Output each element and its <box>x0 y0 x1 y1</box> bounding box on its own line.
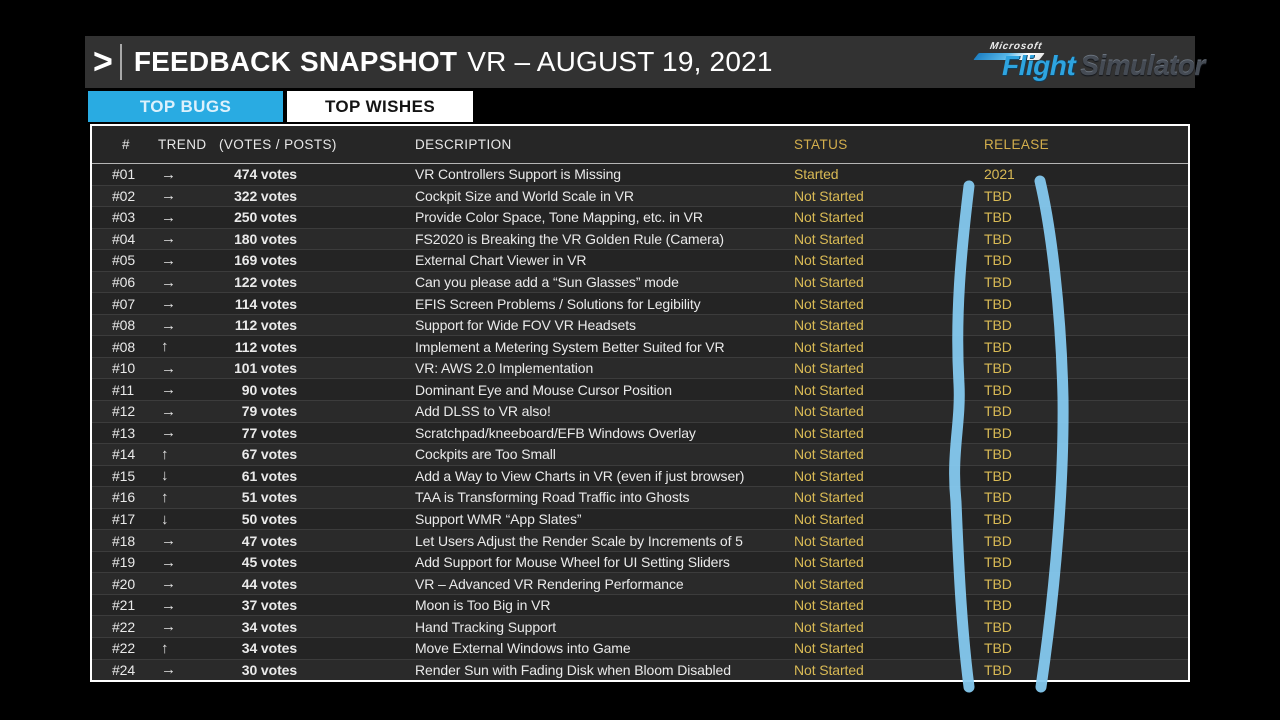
table-row <box>92 443 1188 465</box>
description-cell: Moon is Too Big in VR <box>415 597 551 614</box>
description-cell: Support for Wide FOV VR Headsets <box>415 317 636 334</box>
table-row <box>92 357 1188 379</box>
table-header-row <box>92 126 1188 164</box>
status-cell: Not Started <box>794 230 864 247</box>
status-cell: Not Started <box>794 317 864 334</box>
release-cell: TBD <box>984 640 1012 657</box>
votes-cell: 34 votes <box>241 618 297 635</box>
release-cell: TBD <box>984 381 1012 398</box>
votes-cell: 112 votes <box>234 317 297 334</box>
votes-cell: 114 votes <box>234 295 297 312</box>
table-body <box>92 164 1188 680</box>
logo-simulator-label: Simulator <box>1080 50 1205 81</box>
table-row <box>92 594 1188 616</box>
votes-cell: 169 votes <box>234 252 297 269</box>
status-cell: Not Started <box>794 575 864 592</box>
status-cell: Not Started <box>794 381 864 398</box>
description-cell: FS2020 is Breaking the VR Golden Rule (Camera) <box>415 230 724 247</box>
description-cell: Hand Tracking Support <box>415 618 557 635</box>
rank-cell: #16 <box>112 489 136 506</box>
status-cell: Not Started <box>794 360 864 377</box>
release-cell: TBD <box>984 618 1012 635</box>
description-cell: VR Controllers Support is Missing <box>415 166 621 183</box>
description-cell: Render Sun with Fading Disk when Bloom Disabled <box>415 661 731 678</box>
table-row <box>92 228 1188 250</box>
release-cell: TBD <box>984 317 1012 334</box>
release-cell: TBD <box>984 511 1012 528</box>
trend-right-icon: → <box>161 295 176 313</box>
status-cell: Not Started <box>794 640 864 657</box>
votes-cell: 122 votes <box>234 274 297 290</box>
votes-cell: 47 votes <box>241 532 297 549</box>
table-row <box>92 572 1188 594</box>
table-row <box>92 551 1188 573</box>
title-bar <box>85 36 1205 88</box>
table-row <box>92 335 1188 357</box>
table-row <box>92 486 1188 508</box>
release-cell: TBD <box>984 661 1012 678</box>
column-header-trend: TREND <box>158 137 207 152</box>
tab-top-wishes[interactable]: TOP WISHES <box>287 91 473 122</box>
rank-cell: #11 <box>112 381 135 398</box>
rank-cell: #24 <box>112 661 136 678</box>
tab-bar <box>88 91 473 122</box>
rank-cell: #21 <box>112 597 136 614</box>
rank-cell: #12 <box>112 403 136 420</box>
status-cell: Not Started <box>794 554 864 571</box>
votes-cell: 250 votes <box>234 209 297 226</box>
table-row <box>92 314 1188 336</box>
status-cell: Not Started <box>794 295 864 312</box>
release-cell: TBD <box>984 338 1012 355</box>
trend-right-icon: → <box>161 596 176 614</box>
trend-right-icon: → <box>161 208 176 226</box>
description-cell: Can you please add a “Sun Glasses” mode <box>415 274 679 290</box>
feedback-table <box>90 124 1190 682</box>
trend-right-icon: → <box>161 424 176 442</box>
description-cell: External Chart Viewer in VR <box>415 252 587 269</box>
votes-cell: 90 votes <box>241 381 297 398</box>
description-cell: Let Users Adjust the Render Scale by Increments of 5 <box>415 532 743 549</box>
description-cell: Cockpits are Too Small <box>415 446 556 463</box>
chevron-icon: > <box>93 42 113 82</box>
table-row <box>92 400 1188 422</box>
release-cell: TBD <box>984 209 1012 226</box>
rank-cell: #13 <box>112 424 136 441</box>
title-date: VR – AUGUST 19, 2021 <box>467 46 773 77</box>
description-cell: TAA is Transforming Road Traffic into Ghosts <box>415 489 690 506</box>
column-header-status: STATUS <box>794 137 848 152</box>
rank-cell: #18 <box>112 532 136 549</box>
rank-cell: #06 <box>112 274 136 290</box>
flight-simulator-logo <box>976 40 1205 84</box>
status-cell: Not Started <box>794 489 864 506</box>
rank-cell: #14 <box>112 446 136 463</box>
title-snapshot: SNAPSHOT <box>300 46 458 77</box>
votes-cell: 44 votes <box>241 575 297 592</box>
status-cell: Not Started <box>794 467 864 484</box>
votes-cell: 112 votes <box>234 338 297 355</box>
trend-up-icon: ↑ <box>161 445 169 463</box>
trend-right-icon: → <box>161 381 176 399</box>
votes-cell: 34 votes <box>241 640 297 657</box>
description-cell: Move External Windows into Game <box>415 640 631 657</box>
release-cell: 2021 <box>984 166 1015 183</box>
trend-right-icon: → <box>161 187 176 205</box>
trend-down-icon: ↓ <box>161 467 169 485</box>
votes-cell: 45 votes <box>241 554 297 571</box>
release-cell: TBD <box>984 403 1012 420</box>
description-cell: VR: AWS 2.0 Implementation <box>415 360 594 377</box>
status-cell: Not Started <box>794 424 864 441</box>
rank-cell: #04 <box>112 230 136 247</box>
status-cell: Started <box>794 166 839 183</box>
page-title <box>134 46 773 78</box>
description-cell: Support WMR “App Slates” <box>415 511 582 528</box>
release-cell: TBD <box>984 489 1012 506</box>
rank-cell: #07 <box>112 295 136 312</box>
trend-down-icon: ↓ <box>161 510 169 528</box>
status-cell: Not Started <box>794 187 864 204</box>
description-cell: Implement a Metering System Better Suited for VR <box>415 338 725 355</box>
status-cell: Not Started <box>794 403 864 420</box>
release-cell: TBD <box>984 467 1012 484</box>
rank-cell: #10 <box>112 360 136 377</box>
release-cell: TBD <box>984 230 1012 247</box>
trend-up-icon: ↑ <box>161 338 169 356</box>
column-header-votes: (VOTES / POSTS) <box>219 137 337 152</box>
status-cell: Not Started <box>794 618 864 635</box>
release-cell: TBD <box>984 597 1012 614</box>
description-cell: Dominant Eye and Mouse Cursor Position <box>415 381 672 398</box>
table-row <box>92 185 1188 207</box>
trend-right-icon: → <box>161 273 176 291</box>
divider-bar <box>120 44 122 80</box>
status-cell: Not Started <box>794 661 864 678</box>
votes-cell: 474 votes <box>234 166 297 183</box>
votes-cell: 180 votes <box>234 230 297 247</box>
trend-right-icon: → <box>161 575 176 593</box>
trend-right-icon: → <box>161 532 176 550</box>
table-row <box>92 292 1188 314</box>
trend-right-icon: → <box>161 553 176 571</box>
rank-cell: #02 <box>112 187 136 204</box>
description-cell: Scratchpad/kneeboard/EFB Windows Overlay <box>415 424 696 441</box>
rank-cell: #08 <box>112 338 136 355</box>
release-cell: TBD <box>984 554 1012 571</box>
votes-cell: 37 votes <box>241 597 297 614</box>
table-row <box>92 529 1188 551</box>
votes-cell: 50 votes <box>241 511 297 528</box>
description-cell: Cockpit Size and World Scale in VR <box>415 187 634 204</box>
rank-cell: #22 <box>112 640 136 657</box>
votes-cell: 77 votes <box>241 424 297 441</box>
description-cell: VR – Advanced VR Rendering Performance <box>415 575 684 592</box>
rank-cell: #22 <box>112 618 136 635</box>
table-row <box>92 637 1188 659</box>
status-cell: Not Started <box>794 209 864 226</box>
logo-microsoft-label: Microsoft <box>989 41 1044 52</box>
description-cell: Add a Way to View Charts in VR (even if just browser) <box>415 467 745 484</box>
trend-right-icon: → <box>161 165 176 183</box>
description-cell: Provide Color Space, Tone Mapping, etc. in VR <box>415 209 703 226</box>
description-cell: EFIS Screen Problems / Solutions for Legibility <box>415 295 701 312</box>
table-row <box>92 422 1188 444</box>
description-cell: Add Support for Mouse Wheel for UI Setting Sliders <box>415 554 730 571</box>
trend-up-icon: ↑ <box>161 488 169 506</box>
status-cell: Not Started <box>794 446 864 463</box>
trend-right-icon: → <box>161 230 176 248</box>
column-header-description: DESCRIPTION <box>415 137 512 152</box>
release-cell: TBD <box>984 532 1012 549</box>
logo-flight-label: Flight <box>1002 50 1076 81</box>
status-cell: Not Started <box>794 274 864 290</box>
description-cell: Add DLSS to VR also! <box>415 403 551 420</box>
votes-cell: 51 votes <box>241 489 297 506</box>
release-cell: TBD <box>984 295 1012 312</box>
release-cell: TBD <box>984 252 1012 269</box>
trend-right-icon: → <box>161 661 176 679</box>
status-cell: Not Started <box>794 338 864 355</box>
trend-right-icon: → <box>161 618 176 636</box>
rank-cell: #15 <box>112 467 136 484</box>
rank-cell: #03 <box>112 209 136 226</box>
votes-cell: 61 votes <box>241 467 297 484</box>
rank-cell: #08 <box>112 317 136 334</box>
release-cell: TBD <box>984 274 1012 290</box>
release-cell: TBD <box>984 360 1012 377</box>
rank-cell: #17 <box>112 511 136 528</box>
table-row <box>92 465 1188 487</box>
trend-right-icon: → <box>161 402 176 420</box>
column-header-rank: # <box>122 137 130 152</box>
table-row <box>92 378 1188 400</box>
status-cell: Not Started <box>794 252 864 269</box>
votes-cell: 79 votes <box>241 403 297 420</box>
status-cell: Not Started <box>794 532 864 549</box>
trend-right-icon: → <box>161 251 176 269</box>
trend-right-icon: → <box>161 316 176 334</box>
column-header-release: RELEASE <box>984 137 1050 152</box>
votes-cell: 101 votes <box>234 360 297 377</box>
status-cell: Not Started <box>794 511 864 528</box>
votes-cell: 322 votes <box>234 187 297 204</box>
trend-right-icon: → <box>161 359 176 377</box>
votes-cell: 67 votes <box>241 446 297 463</box>
tab-top-bugs[interactable]: TOP BUGS <box>88 91 283 122</box>
table-row <box>92 659 1188 681</box>
trend-up-icon: ↑ <box>161 639 169 657</box>
table-row <box>92 615 1188 637</box>
rank-cell: #05 <box>112 252 136 269</box>
table-row <box>92 206 1188 228</box>
table-row <box>92 164 1188 185</box>
table-row <box>92 508 1188 530</box>
table-row <box>92 249 1188 271</box>
release-cell: TBD <box>984 575 1012 592</box>
votes-cell: 30 votes <box>241 661 297 678</box>
rank-cell: #20 <box>112 575 136 592</box>
rank-cell: #19 <box>112 554 136 571</box>
table-row <box>92 271 1188 293</box>
release-cell: TBD <box>984 446 1012 463</box>
release-cell: TBD <box>984 424 1012 441</box>
release-cell: TBD <box>984 187 1012 204</box>
logo-wordmark <box>1002 50 1205 82</box>
status-cell: Not Started <box>794 597 864 614</box>
title-feedback: FEEDBACK <box>133 46 292 77</box>
rank-cell: #01 <box>112 166 136 183</box>
